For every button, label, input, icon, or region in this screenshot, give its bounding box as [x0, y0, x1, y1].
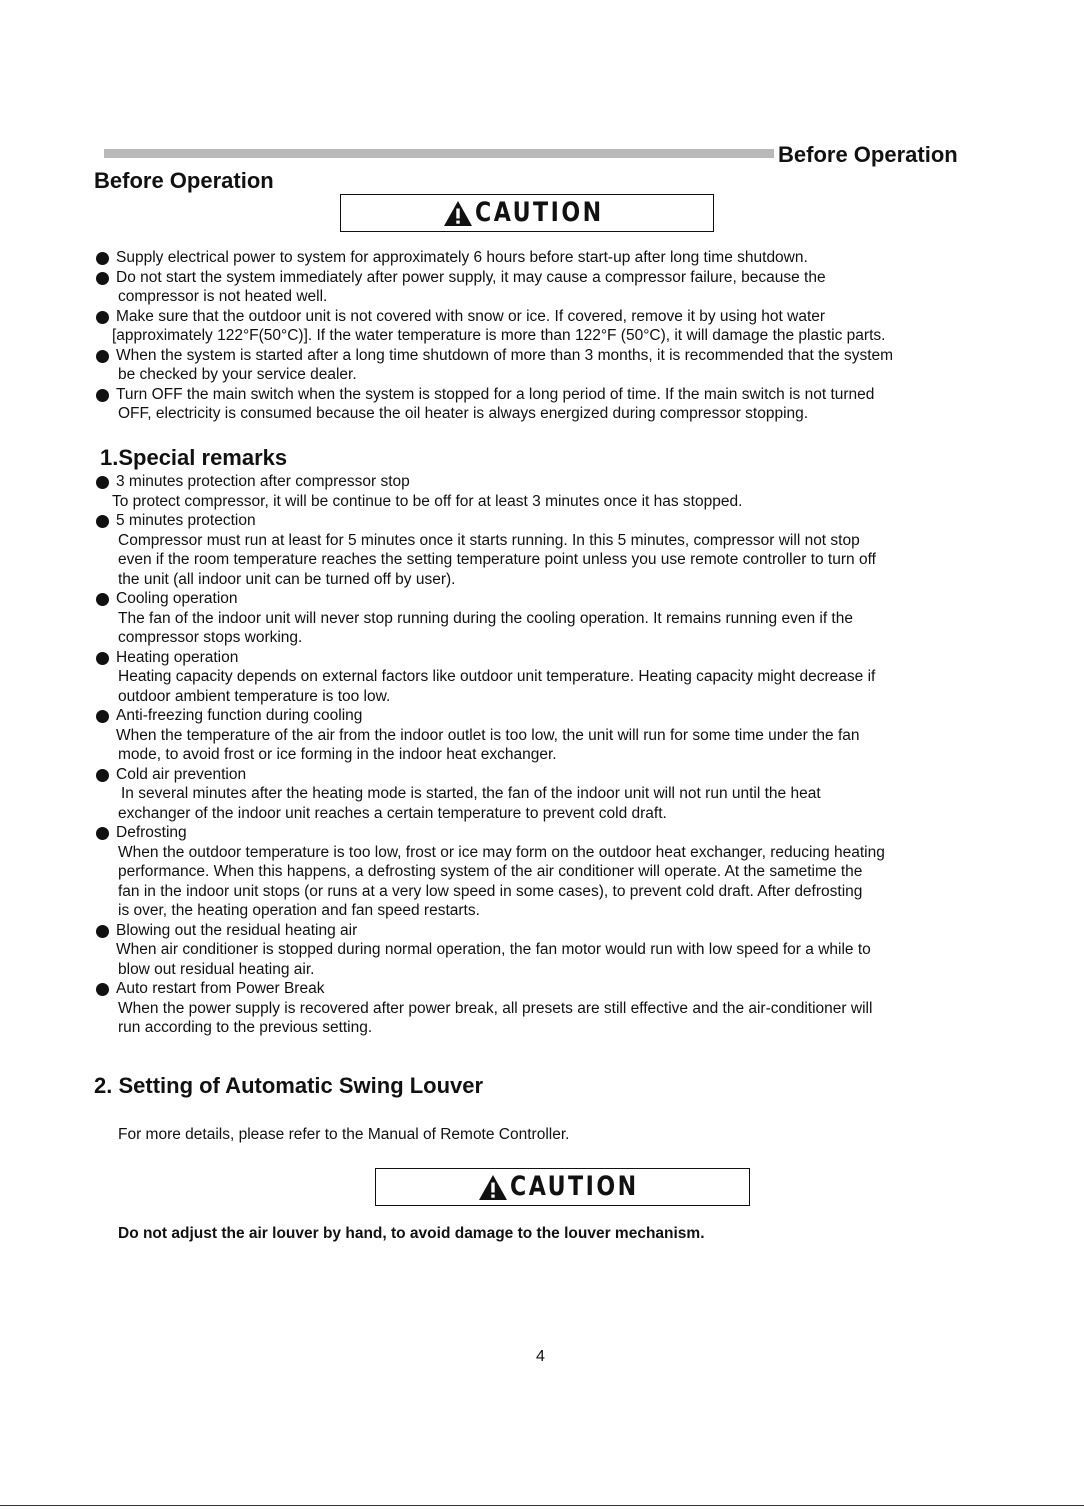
bullet-icon: [96, 983, 109, 996]
list-item: Heating operation Heating capacity depends on external factors like outdoor unit temperature. Heating capacity might decrease if outdoor ambient temperature is too low.: [94, 648, 999, 707]
page-number: 4: [536, 1348, 545, 1365]
list-item: Cooling operation The fan of the indoor unit will never stop running during the cooling operation. It remains running even if the compressor stops working.: [94, 589, 999, 648]
bullet-icon: [96, 350, 109, 363]
caution-banner-top: [340, 194, 714, 232]
caution-label: CAUTION: [474, 197, 604, 228]
bullet-icon: [96, 769, 109, 782]
list-item: Anti-freezing function during cooling When the temperature of the air from the indoor outlet is too low, the unit will run for some time under the fan mode, to avoid frost or ice forming in the indoor heat exchanger.: [94, 706, 999, 765]
bullet-icon: [96, 593, 109, 606]
list-item: Blowing out the residual heating air When air conditioner is stopped during normal operation, the fan motor would run with low speed for a while to blow out residual heating air.: [94, 921, 999, 980]
list-item: Cold air prevention In several minutes after the heating mode is started, the fan of the indoor unit will not run until the heat exchanger of the indoor unit reaches a certain temperature to prevent cold draft.: [94, 765, 999, 824]
list-item: When the system is started after a long time shutdown of more than 3 months, it is recommended that the system be checked by your service dealer.: [94, 346, 999, 385]
bullet-icon: [96, 515, 109, 528]
list-item: Turn OFF the main switch when the system is stopped for a long period of time. If the main switch is not turned OFF, electricity is consumed because the oil heater is always energized during compressor stopping.: [94, 385, 999, 424]
list-item: 3 minutes protection after compressor stop To protect compressor, it will be continue to be off for at least 3 minutes once it has stopped.: [94, 472, 999, 511]
list-item: Defrosting When the outdoor temperature is too low, frost or ice may form on the outdoor heat exchanger, reducing heating performance. When this happens, a defrosting system of the air conditioner will operate. At the sametime the fan in the indoor unit stops (or runs at a very low speed in some cases), to prevent cold draft. After defrosting is over, the heating operation and fan speed restarts.: [94, 823, 999, 921]
section-title-swing-louver: 2. Setting of Automatic Swing Louver: [94, 1073, 484, 1098]
caution-banner-bottom: [375, 1168, 750, 1206]
header-rule: [104, 149, 774, 158]
bullet-icon: [96, 252, 109, 265]
bullet-icon: [96, 827, 109, 840]
louver-warning-text: Do not adjust the air louver by hand, to avoid damage to the louver mechanism.: [118, 1225, 705, 1242]
section-title-before-operation: Before Operation: [94, 168, 274, 193]
bullet-icon: [96, 652, 109, 665]
bullet-icon: [96, 476, 109, 489]
list-item: Supply electrical power to system for approximately 6 hours before start-up after long time shutdown.: [94, 248, 999, 268]
bullet-icon: [96, 925, 109, 938]
bullet-icon: [96, 272, 109, 285]
running-header-title: Before Operation: [778, 142, 958, 167]
bullet-icon: [96, 389, 109, 402]
warning-triangle-icon: [478, 1174, 508, 1201]
caution-label: CAUTION: [510, 1171, 639, 1202]
bottom-edge-rule: [0, 1505, 1084, 1506]
before-operation-list: [94, 248, 999, 424]
section-title-special-remarks: 1.Special remarks: [100, 445, 288, 470]
remote-controller-note: For more details, please refer to the Manual of Remote Controller.: [118, 1126, 570, 1143]
special-remarks-list: [94, 472, 999, 1038]
list-item: 5 minutes protection Compressor must run at least for 5 minutes once it starts running. In this 5 minutes, compressor will not stop even if the room temperature reaches the setting temperature point unless you use remote controller to turn off the unit (all indoor unit can be turned off by user).: [94, 511, 999, 589]
list-item: Make sure that the outdoor unit is not covered with snow or ice. If covered, remove it by using hot water [approximately 122°F(50°C)]. If the water temperature is more than 122°F (50°C), it will damage the plastic parts.: [94, 307, 999, 346]
list-item: Do not start the system immediately after power supply, it may cause a compressor failure, because the compressor is not heated well.: [94, 268, 999, 307]
bullet-icon: [96, 311, 109, 324]
warning-triangle-icon: [443, 200, 473, 227]
bullet-icon: [96, 710, 109, 723]
list-item: Auto restart from Power Break When the power supply is recovered after power break, all presets are still effective and the air-conditioner will run according to the previous setting.: [94, 979, 999, 1038]
